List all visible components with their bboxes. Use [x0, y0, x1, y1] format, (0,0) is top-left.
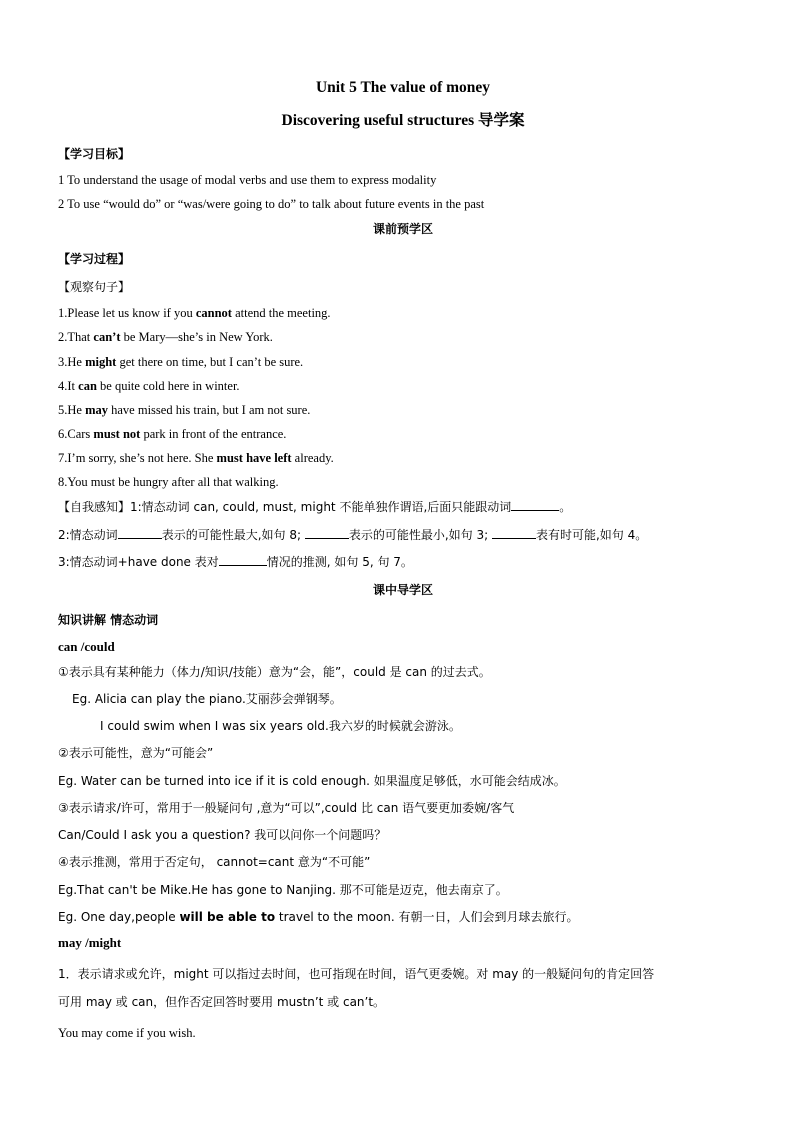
answer-blank[interactable] — [492, 527, 536, 539]
answer-blank[interactable] — [511, 499, 559, 511]
sentence-3: 3.He might get there on time, but I can’t be sure. — [58, 355, 304, 369]
answer-blank[interactable] — [305, 527, 349, 539]
can-could-heading: can /could — [58, 639, 115, 654]
may-item-1: 1．表示请求或允许，might 可以指过去时间，也可指现在时间，语气更委婉。对 may 的一般疑问句的肯定回答 — [58, 967, 655, 981]
sentence-2: 2.That can’t be Mary—she’s in New York. — [58, 330, 273, 344]
answer-blank[interactable] — [118, 527, 162, 539]
objectives-heading: 【学习目标】 — [58, 147, 131, 161]
inclass-heading: 课中导学区 — [372, 583, 433, 597]
document-subtitle: Discovering useful structures 导学案 — [281, 112, 525, 129]
sentence-4: 4.It can be quite cold here in winter. — [58, 379, 240, 393]
sentence-1: 1.Please let us know if you cannot attend the meeting. — [58, 306, 331, 320]
document-title: Unit 5 The value of money — [315, 79, 491, 96]
may-item-1-cont: 可用 may 或 can，但作否定回答时要用 mustn’t 或 can’t。 — [58, 995, 386, 1009]
can-example-4: Can/Could I ask you a question? 我可以问你一个问题吗？ — [58, 828, 387, 842]
can-example-3: Eg. Water can be turned into ice if it is cold enough. 如果温度足够低，水可能会结成冰。 — [58, 774, 566, 788]
can-item-request: ③表示请求/许可，常用于一般疑问句 ,意为“可以”,could 比 can 语气要更加委婉/客气 — [58, 801, 515, 815]
observe-heading: 【观察句子】 — [58, 280, 131, 294]
self-check-line-1: 【自我感知】1:情态动词 can, could, must, might 不能单独作谓语,后面只能跟动词 。 — [58, 500, 572, 514]
sentence-8: 8.You must be hungry after all that walking. — [58, 475, 279, 489]
can-item-inference: ④表示推测，常用于否定句， cannot=cant 意为“不可能” — [58, 855, 371, 869]
self-check-line-2: 2:情态动词 表示的可能性最大,如句 8; 表示的可能性最小,如句 3; 表有时可能,如句 4。 — [58, 528, 648, 542]
preview-heading: 课前预学区 — [372, 222, 433, 236]
objective-1: 1 To understand the usage of modal verbs and use them to express modality — [58, 173, 437, 187]
sentence-7: 7.I’m sorry, she’s not here. She must have left already. — [58, 451, 334, 465]
knowledge-heading: 知识讲解 情态动词 — [58, 613, 159, 627]
answer-blank[interactable] — [219, 554, 267, 566]
self-check-line-3: 3:情态动词+have done 表对 情况的推测, 如句 5, 句 7。 — [58, 555, 413, 569]
may-might-heading: may /might — [58, 935, 122, 950]
can-item-possibility: ②表示可能性，意为“可能会” — [58, 746, 214, 760]
can-example-2: I could swim when I was six years old.我六岁的时候就会游泳。 — [100, 719, 461, 733]
can-example-1: Eg. Alicia can play the piano.艾丽莎会弹钢琴。 — [72, 692, 342, 706]
sentence-5: 5.He may have missed his train, but I am not sure. — [58, 403, 311, 417]
can-item-ability: ①表示具有某种能力（体力/知识/技能）意为“会，能”，could 是 can 的过去式。 — [58, 665, 491, 679]
process-heading: 【学习过程】 — [58, 252, 131, 266]
can-example-6: Eg. One day,people will be able to travel to the moon. 有朝一日，人们会到月球去旅行。 — [58, 910, 579, 924]
objective-2: 2 To use “would do” or “was/were going to do” to talk about future events in the past — [58, 197, 485, 211]
can-example-5: Eg.That can't be Mike.He has gone to Nanjing. 那不可能是迈克，他去南京了。 — [58, 883, 508, 897]
sentence-6: 6.Cars must not park in front of the entrance. — [58, 427, 287, 441]
may-example-1: You may come if you wish. — [58, 1026, 196, 1040]
